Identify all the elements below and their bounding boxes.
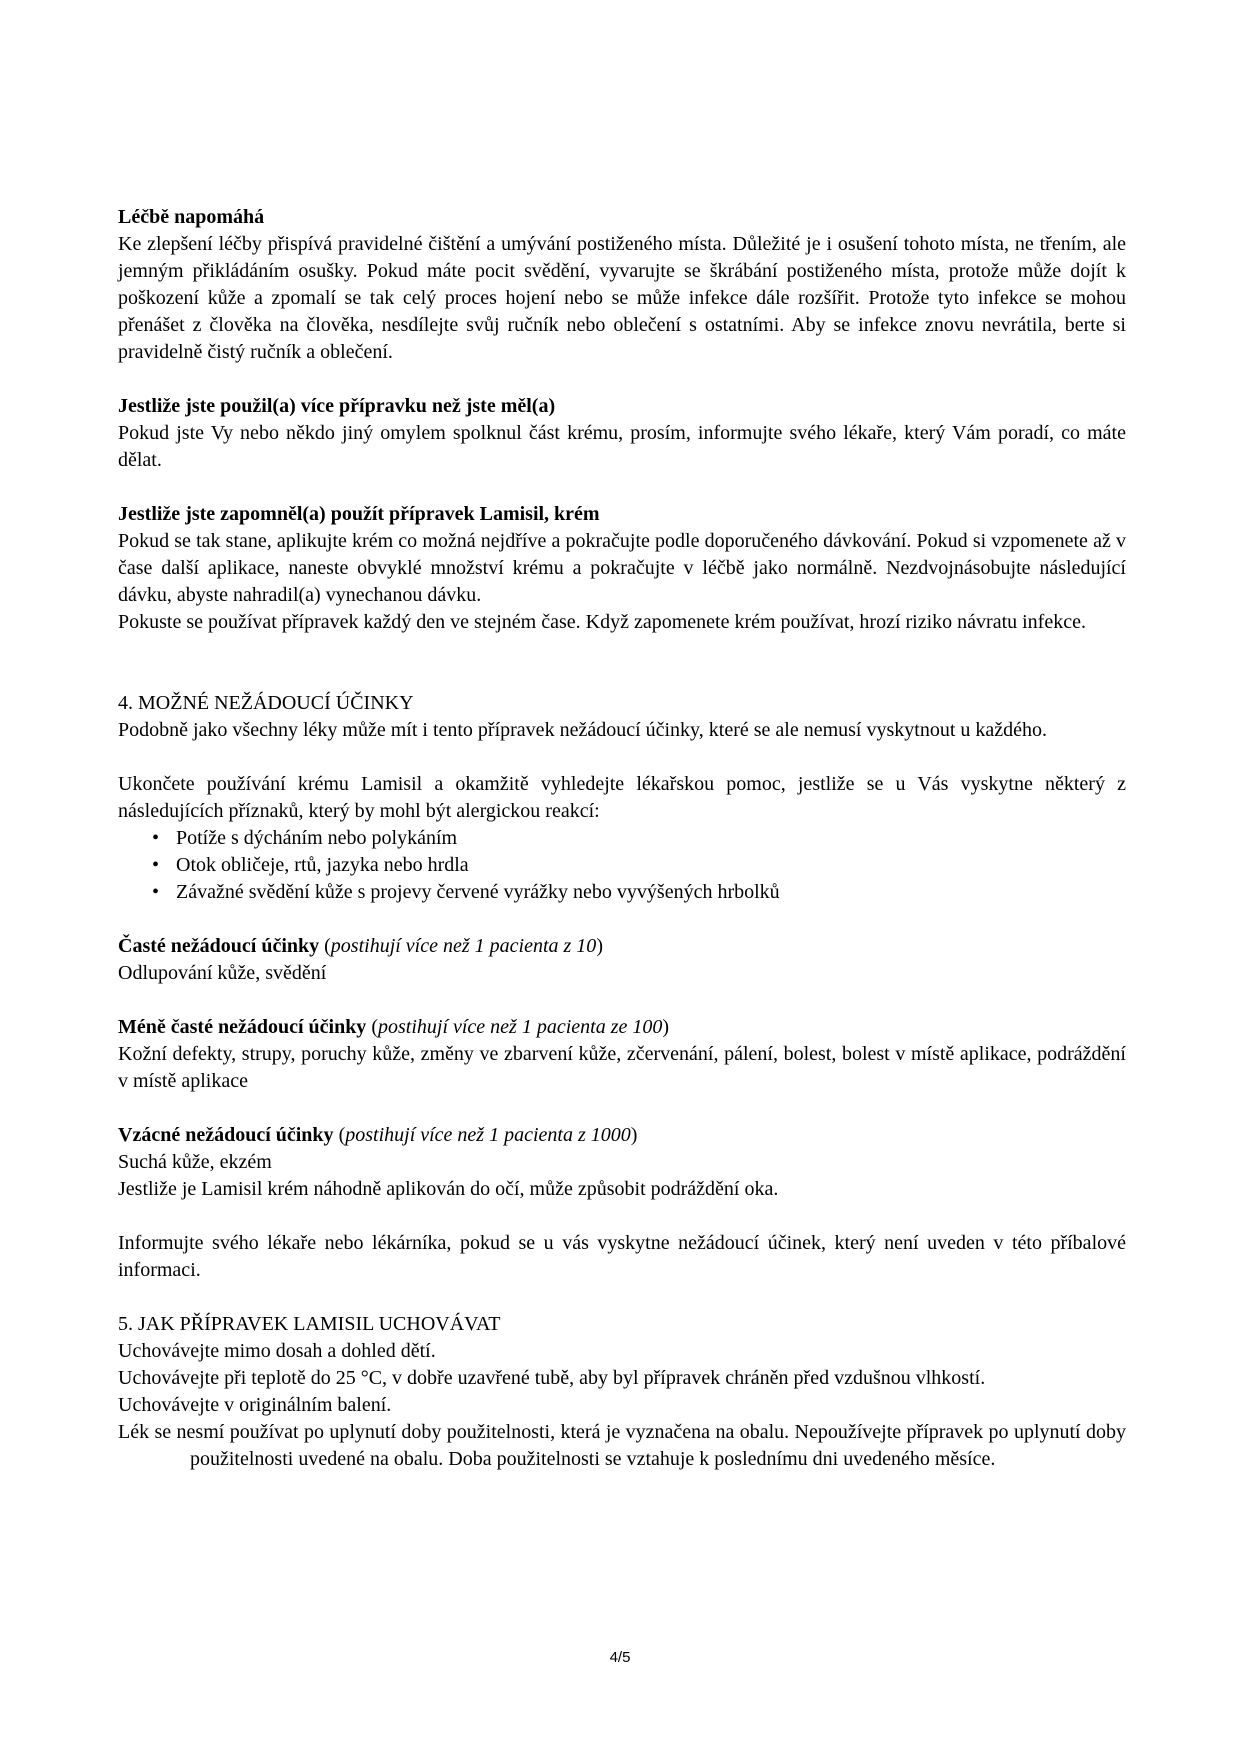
frequency-common: Časté nežádoucí účinky (postihují více než 1 pacienta z 10) [118, 935, 603, 957]
paragraph: Ukončete používání krému Lamisil a okamžitě vyhledejte lékařskou pomoc, jestliže se u Vás vyskytne některý z následujících příznaků, který by mohl být alergickou reakcí: [118, 773, 1126, 822]
list-item: • Závažné svědění kůže s projevy červené vyrážky nebo vyvýšených hrbolků [152, 879, 1126, 906]
document-body [118, 204, 1126, 1473]
paragraph: Lék se nesmí používat po uplynutí doby použitelnosti, která je vyznačena na obalu. Nepoužívejte přípravek po uplynutí doby použitelnosti uvedené na obalu. Doba použitelnosti se vztahuje k poslednímu dni uvedeného měsíce. [118, 1421, 1126, 1470]
paragraph: Pokud jste Vy nebo někdo jiný omylem spolknul část krému, prosím, informujte svého lékaře, který Vám poradí, co máte dělat. [118, 422, 1126, 471]
paragraph: Uchovávejte při teplotě do 25 °C, v dobře uzavřené tubě, aby byl přípravek chráněn před vzdušnou vlhkostí. [118, 1367, 986, 1389]
symptom-list [118, 825, 1126, 906]
paragraph: Pokud se tak stane, aplikujte krém co možná nejdříve a pokračujte podle doporučeného dávkování. Pokud si vzpomenete až v čase další aplikace, naneste obvyklé množství krému a pokračujte v léčbě jako normálně. Nezdvojnásobujte následující dávku, abyste nahradil(a) vynechanou dávku. [118, 530, 1126, 606]
list-item: • Otok obličeje, rtů, jazyka nebo hrdla [152, 852, 1126, 879]
section-treatment-help [118, 204, 1126, 366]
section-overdose [118, 393, 1126, 474]
paragraph: Jestliže je Lamisil krém náhodně aplikován do očí, může způsobit podráždění oka. [118, 1178, 779, 1200]
paragraph: Uchovávejte v originálním balení. [118, 1394, 392, 1416]
paragraph: Kožní defekty, strupy, poruchy kůže, změny ve zbarvení kůže, zčervenání, pálení, bolest, bolest v místě aplikace, podráždění v místě aplikace [118, 1043, 1126, 1092]
paragraph: Suchá kůže, ekzém [118, 1151, 272, 1173]
section-heading: Jestliže jste použil(a) více přípravku než jste měl(a) [118, 395, 556, 417]
paragraph: Odlupování kůže, svědění [118, 962, 327, 984]
section-heading: Léčbě napomáhá [118, 206, 265, 228]
section-side-effects [118, 690, 1126, 1284]
frequency-uncommon: Méně časté nežádoucí účinky (postihují více než 1 pacienta ze 100) [118, 1016, 670, 1038]
bullet-icon: • [152, 854, 160, 876]
paragraph: Pokuste se používat přípravek každý den ve stejném čase. Když zapomenete krém používat, hrozí riziko návratu infekce. [118, 611, 1086, 633]
bullet-icon: • [152, 827, 160, 849]
list-item: • Potíže s dýcháním nebo polykáním [152, 825, 1126, 852]
section-heading: Jestliže jste zapomněl(a) použít přípravek Lamisil, krém [118, 503, 600, 525]
paragraph: Ke zlepšení léčby přispívá pravidelné čištění a umývání postiženého místa. Důležité je i osušení tohoto místa, ne třením, ale jemným přikládáním osušky. Pokud máte pocit svědění, vyvarujte se škrábání postiženého místa, protože může dojít k poškození kůže a zpomalí se tak celý proces hojení nebo se může infekce dále rozšířit. Protože tyto infekce se mohou přenášet z člověka na člověka, nesdílejte svůj ručník nebo oblečení s ostatními. Aby se infekce znovu nevrátila, berte si pravidelně čistý ručník a oblečení. [118, 233, 1126, 363]
section-heading: 4. MOŽNÉ NEŽÁDOUCÍ ÚČINKY [118, 692, 414, 714]
frequency-rare: Vzácné nežádoucí účinky (postihují více než 1 pacienta z 1000) [118, 1124, 638, 1146]
paragraph: Uchovávejte mimo dosah a dohled dětí. [118, 1340, 436, 1362]
page-number: 4/5 [609, 1649, 631, 1666]
paragraph: Podobně jako všechny léky může mít i tento přípravek nežádoucí účinky, které se ale nemusí vyskytnout u každého. [118, 719, 1048, 741]
bullet-icon: • [152, 881, 160, 903]
section-heading: 5. JAK PŘÍPRAVEK LAMISIL UCHOVÁVAT [118, 1313, 501, 1335]
section-missed-dose [118, 501, 1126, 636]
paragraph: Informujte svého lékaře nebo lékárníka, pokud se u vás vyskytne nežádoucí účinek, který není uveden v této příbalové informaci. [118, 1232, 1126, 1281]
section-storage [118, 1311, 1126, 1473]
